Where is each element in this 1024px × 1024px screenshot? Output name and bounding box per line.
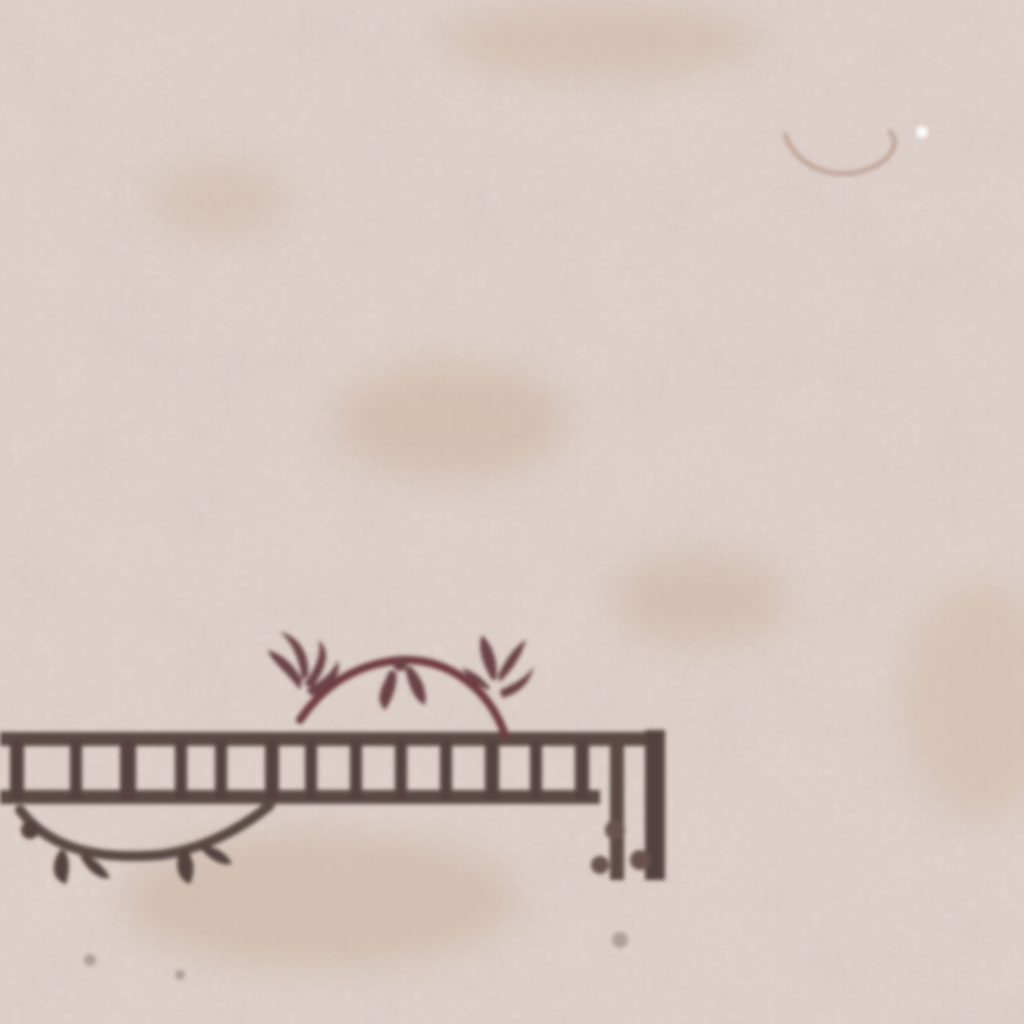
border-bottom-rail: [0, 790, 600, 804]
border-top-rail: [0, 732, 660, 746]
white-speck: [916, 126, 928, 138]
